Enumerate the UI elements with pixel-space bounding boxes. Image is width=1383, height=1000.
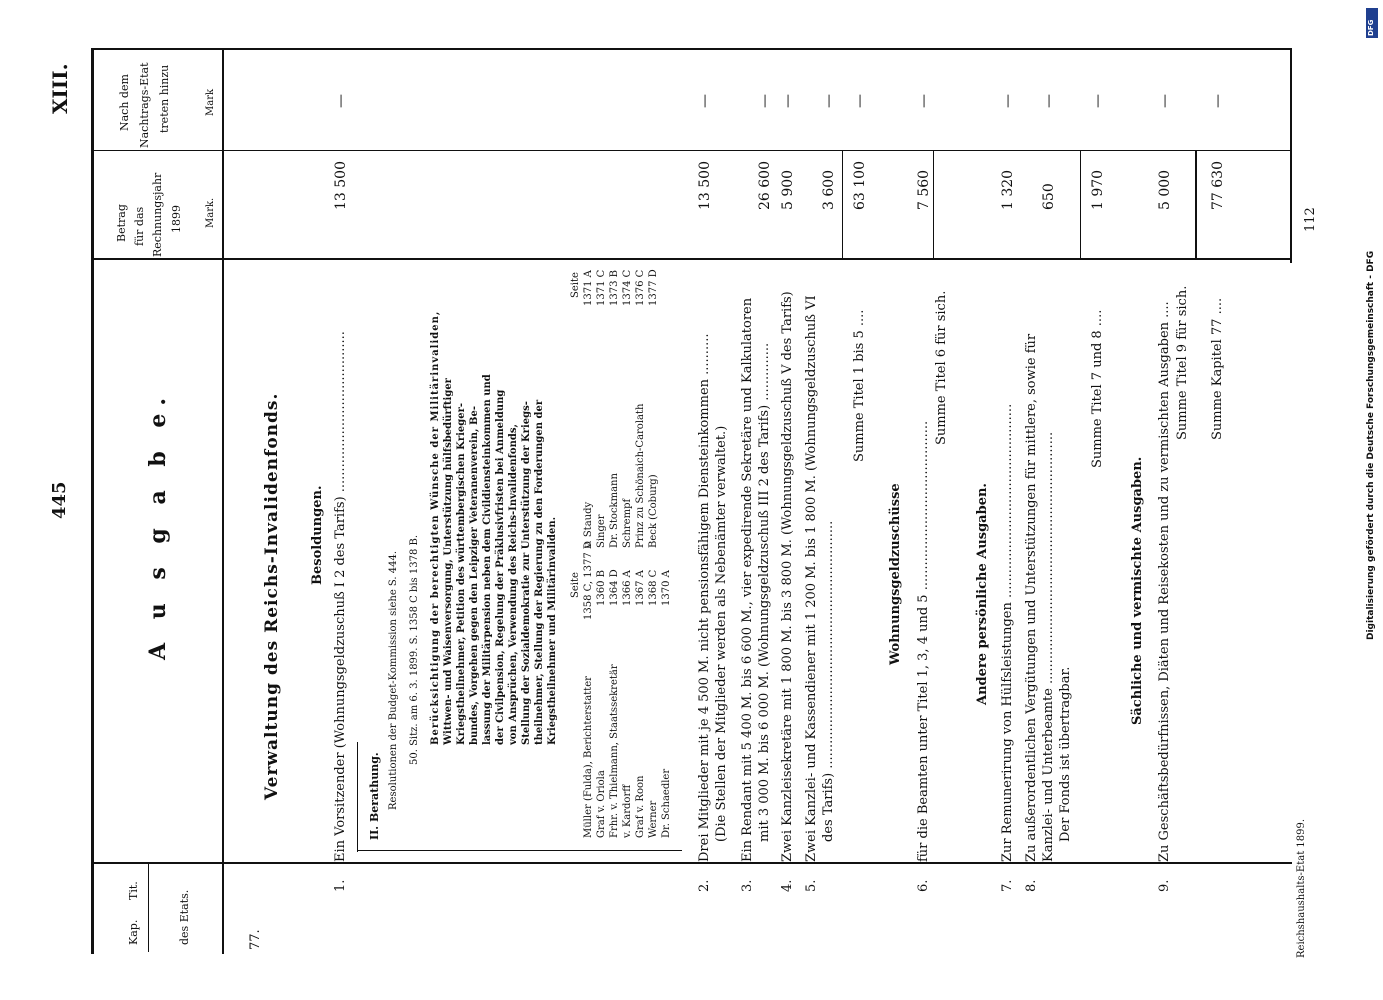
speaker-left-name: Werner: [648, 800, 659, 838]
titel-7-dash: —: [1000, 94, 1016, 108]
header-rule-betrag: [94, 258, 1292, 260]
speaker-left-page: 1366 A: [622, 570, 633, 606]
speaker-left-name: Müller (Fulda), Berichterstatter: [583, 676, 594, 838]
section-saechliche-ausgaben: Sächliche und vermischte Ausgaben.: [1130, 456, 1145, 725]
speaker-right-name: Prinz zu Schönaich-Carolath: [635, 403, 646, 548]
kap-tit-divider: [148, 862, 149, 952]
beratung-box-bottom: [357, 850, 682, 851]
header-tit: Tit.: [127, 881, 140, 900]
digitization-note: Digitalisierung gefördert durch die Deutsche Forschungsgemeinschaft - DFG: [1366, 250, 1376, 640]
header-betrag-2: für das: [133, 206, 146, 246]
titel-4-line-1: Zwei Kanzleisekretäre mit 1 800 M. bis 3 800 M. (Wohnungsgeldzuschuß V des Tarifs): [780, 291, 795, 862]
main-title-ausgabe: A u s g a b e.: [145, 389, 171, 660]
resolution-line-8: Stellung der Sozialdemokratie zur Unterstützung der Kriegs-: [521, 401, 532, 745]
summe-6: Summe Titel 6 für sich.: [934, 290, 949, 445]
titel-7-number: 7.: [1000, 879, 1015, 892]
resolution-line-2: Wittwen- und Waisenversorgung, Unterstützung hülfsbedürftiger: [443, 378, 454, 745]
amount-column-end: [1290, 48, 1292, 263]
beratung-heading: II. Berathung.: [368, 752, 381, 840]
summe-6-dash: —: [916, 94, 932, 108]
speaker-left-name: Dr. Schaedler: [661, 768, 672, 838]
table-top-rule: [91, 48, 94, 954]
section-number: XIII.: [48, 63, 72, 114]
subtotal-rule-1: [842, 150, 843, 258]
titel-9-line-1: Zu Geschäftsbedürfnissen, Diäten und Reisekosten und zu vermischten Ausgaben ....: [1157, 301, 1172, 862]
beratung-box-left: [357, 742, 358, 852]
resolution-line-1: Berücksichtigung der berechtigten Wünsche der Militärinvaliden,: [430, 310, 441, 745]
summe-7-8: Summe Titel 7 und 8 ....: [1090, 309, 1105, 468]
resolution-line-4: bundes, Vorgehen gegen den Leipziger Veteranenverein, Be-: [469, 406, 480, 745]
resolution-line-6: der Civilpension, Regelung der Präklusivfristen bei Anmeldung: [495, 389, 506, 745]
summe-6-amount: 7 560: [916, 169, 932, 210]
resolution-line-7: von Ansprüchen, Verwendung des Reichs-Invalidenfonds,: [508, 424, 519, 745]
speaker-right-name: Singer: [596, 514, 607, 548]
titel-8-line-1: Zu außerordentlichen Vergütungen und Unterstützungen für mittlere, sowie für: [1024, 333, 1039, 862]
speaker-right-page: 1373 B: [609, 270, 620, 306]
summe-7-8-amount: 1 970: [1090, 169, 1106, 210]
section-besoldungen: Besoldungen.: [310, 485, 325, 585]
speaker-right-page: 1374 C: [622, 269, 633, 306]
speaker-left-name: Graf v. Roon: [635, 775, 646, 838]
titel-8-line-2: Kanzlei- und Unterbeamte .............................................................: [1041, 431, 1056, 862]
titel-1-number: 1.: [333, 879, 348, 892]
section-wohnungsgeldzuschuesse: Wohnungsgeldzuschüsse: [888, 483, 903, 665]
summe-kapitel-77-amount: 77 630: [1210, 161, 1226, 210]
titel-4-amount: 5 900: [780, 169, 796, 210]
beratung-session: 50. Sitz. am 6. 3. 1899. S. 1358 C bis 1378 B.: [409, 534, 420, 765]
titel-3-amount: 26 600: [757, 161, 773, 210]
speaker-right-page: 1376 C: [635, 269, 646, 306]
section-andere-ausgaben: Andere persönliche Ausgaben.: [975, 483, 990, 705]
titel-1-text: Ein Vorsitzender (Wohnungsgeldzuschuß I 2 des Tarifs) .......................................: [333, 331, 348, 862]
bottom-number: 112: [1303, 207, 1318, 232]
header-bottom-rule: [222, 48, 224, 954]
kapitel-number: 77.: [248, 929, 263, 950]
titel-8-line-3: Der Fonds ist übertragbar.: [1058, 666, 1073, 842]
subtotal-rule-3: [1080, 150, 1081, 258]
speaker-right-page: 1377 D: [648, 269, 659, 306]
titel-1-dash: —: [333, 94, 349, 108]
speaker-right-name: v. Staudy: [583, 501, 594, 548]
speaker-right-name: Schrempf: [622, 498, 633, 548]
summe-9-dash: —: [1157, 94, 1173, 108]
titel-7-line-1: Zur Remunerirung von Hülfsleistungen ...............................................: [1000, 403, 1015, 862]
titel-5-dash: —: [821, 94, 837, 108]
right-edge-rule: [94, 48, 1292, 50]
speaker-left-page: 1367 A: [635, 570, 646, 606]
header-nachtrag-1: Nach dem: [118, 74, 131, 131]
beratung-resolutions: Resolutionen der Budget-Kommission siehe S. 444.: [388, 550, 399, 810]
page-number: 445: [49, 481, 70, 519]
speaker-left-page: 1358 C, 1377 D: [583, 541, 594, 620]
header-nachtrag-unit: Mark: [205, 88, 216, 116]
summe-7-8-dash: —: [1090, 94, 1106, 108]
titel-5-amount: 3 600: [821, 169, 837, 210]
titel-2-number: 2.: [697, 879, 712, 892]
beratung-box: [357, 488, 682, 490]
titel-6-number: 6.: [916, 879, 931, 892]
header-betrag-4: 1899: [170, 205, 183, 233]
speaker-left-name: v. Kardorff: [622, 784, 633, 838]
header-betrag-1: Betrag: [115, 204, 128, 242]
titel-4-number: 4.: [780, 879, 795, 892]
titel-2-amount: 13 500: [697, 161, 713, 210]
summe-kapitel-77-dash: —: [1210, 94, 1226, 108]
footer-source: Reichshaushalts-Etat 1899.: [1296, 818, 1307, 958]
titel-6-line-1: für die Beamten unter Titel 1, 3, 4 und 5 .........................................: [916, 420, 931, 862]
header-rule-tit: [94, 862, 1292, 864]
titel-8-amount: 650: [1041, 183, 1057, 210]
titel-3-line-2: mit 3 000 M. bis 6 000 M. (Wohnungsgeldzuschuß III 2 des Tarifs) ..............: [757, 342, 772, 842]
speaker-left-page: 1370 A: [661, 570, 672, 606]
speaker-left-name: Graf v. Oriola: [596, 770, 607, 838]
speaker-left-name: Frhr. v. Thielmann, Staatssekretär: [609, 664, 620, 838]
speaker-left-page: 1360 B: [596, 570, 607, 606]
titel-2-line-2: (Die Stellen der Mitglieder werden als Nebenämter verwaltet.): [714, 425, 729, 842]
speakers-right-seite: Seite: [570, 272, 581, 298]
chapter-title: Verwaltung des Reichs-Invalidenfonds.: [262, 392, 282, 800]
header-nachtrag-2: Nachtrags-Etat: [138, 62, 151, 148]
header-betrag-unit: Mark.: [205, 197, 216, 228]
resolution-line-5: lassung der Militärpension neben dem Civildiensteinkommen und: [482, 374, 493, 745]
speaker-right-name: Dr. Stockmann: [609, 473, 620, 548]
speaker-right-page: 1371 A: [583, 270, 594, 306]
speaker-right-page: 1371 C: [596, 269, 607, 306]
titel-4-dash: —: [780, 94, 796, 108]
header-nachtrag-3: treten hinzu: [158, 64, 171, 133]
titel-2-line-1: Drei Mitglieder mit je 4 500 M. nicht pensionsfähigem Diensteinkommen ..........: [697, 333, 712, 862]
titel-2-dash: —: [697, 94, 713, 108]
summe-1-5-amount: 63 100: [852, 161, 868, 210]
header-des-etats: des Etats.: [178, 889, 191, 945]
speaker-left-page: 1368 C: [648, 569, 659, 606]
header-rule-nachtrag: [94, 150, 1292, 151]
titel-5-line-2: des Tarifs) ............................................................: [821, 520, 836, 842]
header-betrag-3: Rechnungsjahr: [151, 172, 164, 257]
titel-3-line-1: Ein Rendant mit 5 400 M. bis 6 600 M., vier expedirende Sekretäre und Kalkulatoren: [740, 297, 755, 862]
speakers-left-seite: Seite: [570, 572, 581, 598]
titel-5-number: 5.: [804, 879, 819, 892]
titel-1-amount: 13 500: [333, 161, 349, 210]
titel-7-amount: 1 320: [1000, 169, 1016, 210]
header-kap: Kap.: [127, 919, 140, 945]
titel-9-number: 9.: [1157, 879, 1172, 892]
resolution-line-10: Kriegstheilnehmer und Militärinvaliden.: [547, 516, 558, 745]
titel-3-number: 3.: [740, 879, 755, 892]
titel-5-line-1: Zwei Kanzlei- und Kassendiener mit 1 200 M. bis 1 800 M. (Wohnungsgeldzuschuß VI: [804, 295, 819, 862]
resolution-line-9: theilnehmer, Stellung der Regierung zu den Forderungen der: [534, 399, 545, 745]
summe-9: Summe Titel 9 für sich.: [1175, 285, 1190, 440]
summe-kapitel-77: Summe Kapitel 77 ....: [1210, 297, 1225, 440]
titel-3-dash: —: [757, 94, 773, 108]
titel-8-dash: —: [1041, 94, 1057, 108]
total-rule: [1195, 150, 1197, 258]
summe-1-5-dash: —: [852, 94, 868, 108]
summe-1-5: Summe Titel 1 bis 5 ....: [852, 309, 867, 462]
titel-8-number: 8.: [1024, 879, 1039, 892]
speaker-left-page: 1364 D: [609, 569, 620, 606]
summe-9-amount: 5 000: [1157, 169, 1173, 210]
dfg-logo: DFG: [1366, 8, 1378, 38]
speaker-right-name: Beck (Coburg): [648, 474, 659, 548]
subtotal-rule-2: [933, 150, 934, 258]
resolution-line-3: Kriegstheilnehmer, Petition des württembergischen Krieger-: [456, 402, 467, 745]
